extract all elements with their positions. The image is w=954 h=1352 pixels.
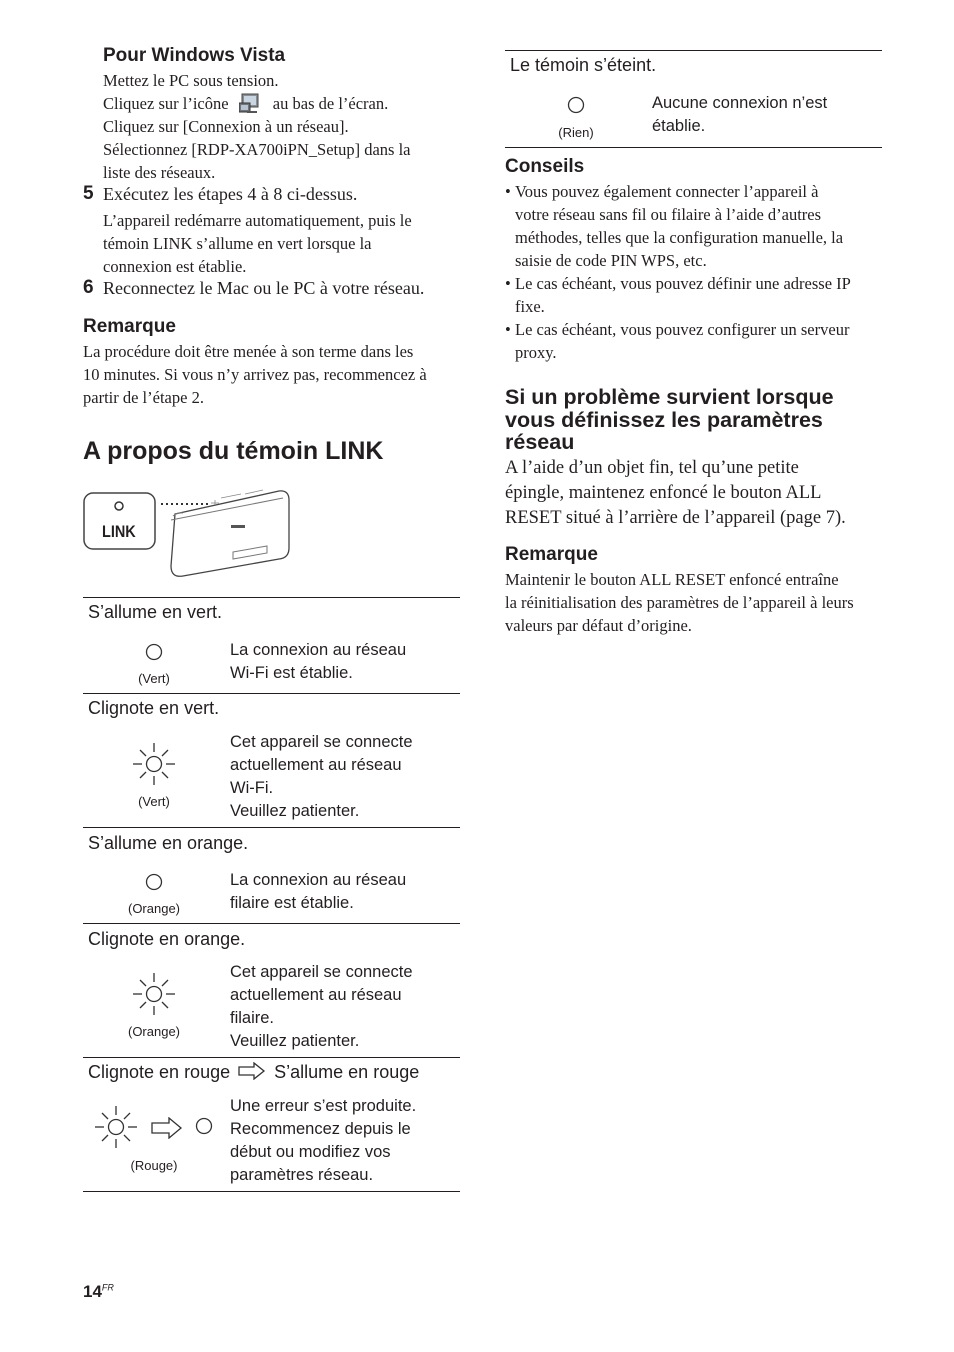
row-description: Cet appareil se connecte actuellement au réseau filaire. Veuillez patienter. [230, 963, 413, 1050]
row-heading: Clignote en rouge S’allume en rouge [88, 1062, 420, 1082]
table-rule [505, 147, 882, 148]
language-code: FR [101, 1282, 114, 1293]
led-on-icon [145, 873, 163, 891]
step-number: 6 [83, 277, 94, 298]
table-rule [83, 1191, 460, 1192]
vista-line: Cliquez sur l’icône au bas de l’écran. [103, 94, 389, 113]
network-icon [239, 92, 263, 114]
vista-title: Pour Windows Vista [103, 45, 286, 66]
row-description: Aucune connexion n’est établie. [652, 94, 828, 135]
row-heading: Clignote en orange. [88, 929, 246, 949]
led-blink-icon [131, 741, 177, 787]
vista-line: Cliquez sur [Connexion à un réseau]. [103, 117, 349, 136]
vista-line: Mettez le PC sous tension. [103, 71, 279, 90]
remark-text: La procédure doit être menée à son terme dans les 10 minutes. Si vous n’y arrivez pas, recommencez à partir de l’étape 2. [83, 342, 427, 407]
led-off-icon [567, 96, 585, 114]
remark-title: Remarque [83, 316, 176, 337]
row-heading: Clignote en vert. [88, 698, 220, 718]
arrow-right-icon [151, 1117, 183, 1139]
step-text: Reconnectez le Mac ou le PC à votre réseau. [103, 278, 425, 298]
led-caption: (Vert) [138, 794, 170, 809]
led-blink-icon [131, 971, 177, 1017]
row-heading: S’allume en vert. [88, 602, 223, 622]
problem-title: Si un problème survient lorsque vous définissez les paramètres réseau [505, 385, 834, 454]
vista-line: Sélectionnez [RDP-XA700iPN_Setup] dans la [103, 140, 411, 159]
table-rule [83, 923, 460, 924]
table-rule [83, 597, 460, 598]
remark-text: Maintenir le bouton ALL RESET enfoncé entraîne la réinitialisation des paramètres de l’appareil à leurs valeurs par défaut d’origine. [505, 570, 854, 635]
step-number: 5 [83, 183, 94, 204]
step-detail: L’appareil redémarre automatiquement, puis le témoin LINK s’allume en vert lorsque la connexion est établie. [103, 211, 412, 276]
list-item: • Le cas échéant, vous pouvez définir une adresse IP fixe. [505, 272, 885, 318]
section-title: A propos du témoin LINK [83, 437, 384, 465]
led-caption: (Vert) [138, 671, 170, 686]
device-illustration [83, 486, 293, 580]
row-heading: Le témoin s’éteint. [510, 55, 657, 75]
table-rule [83, 1057, 460, 1058]
led-caption: (Rouge) [130, 1158, 178, 1173]
led-on-icon [145, 643, 163, 661]
led-caption: (Orange) [127, 1024, 181, 1039]
list-item: • Le cas échéant, vous pouvez configurer un serveur proxy. [505, 318, 885, 364]
arrow-right-icon [238, 1062, 266, 1080]
row-heading: S’allume en orange. [88, 833, 249, 853]
page-number: $14^{FR}$ [83, 1282, 114, 1301]
tips-list [505, 180, 885, 364]
led-on-icon [195, 1117, 213, 1135]
table-rule [83, 827, 460, 828]
row-description: Une erreur s’est produite. Recommencez depuis le début ou modifiez vos paramètres réseau. [230, 1097, 417, 1184]
led-caption: (Orange) [127, 901, 181, 916]
vista-line: liste des réseaux. [103, 163, 216, 182]
list-item: • Vous pouvez également connecter l’appareil à votre réseau sans fil ou filaire à l’aide d’autres méthodes, telles que la configuration manuelle, la saisie de code PIN WPS, etc. [505, 180, 885, 272]
link-label: LINK [102, 522, 136, 541]
table-rule [83, 693, 460, 694]
row-description: La connexion au réseau filaire est établie. [230, 871, 407, 912]
remark-title: Remarque [505, 544, 598, 565]
row-description: Cet appareil se connecte actuellement au réseau Wi-Fi. Veuillez patienter. [230, 733, 413, 820]
problem-text: A l’aide d’un objet fin, tel qu’une petite épingle, maintenez enfoncé le bouton ALL RESET situé à l’arrière de l’appareil (page 7). [505, 458, 846, 528]
led-blink-icon [93, 1104, 139, 1150]
led-caption: (Rien) [558, 125, 594, 140]
tips-title: Conseils [505, 156, 585, 177]
step-text: Exécutez les étapes 4 à 8 ci-dessus. [103, 184, 358, 204]
vista-instructions [103, 69, 463, 184]
table-rule [505, 50, 882, 51]
row-description: La connexion au réseau Wi-Fi est établie. [230, 641, 407, 682]
